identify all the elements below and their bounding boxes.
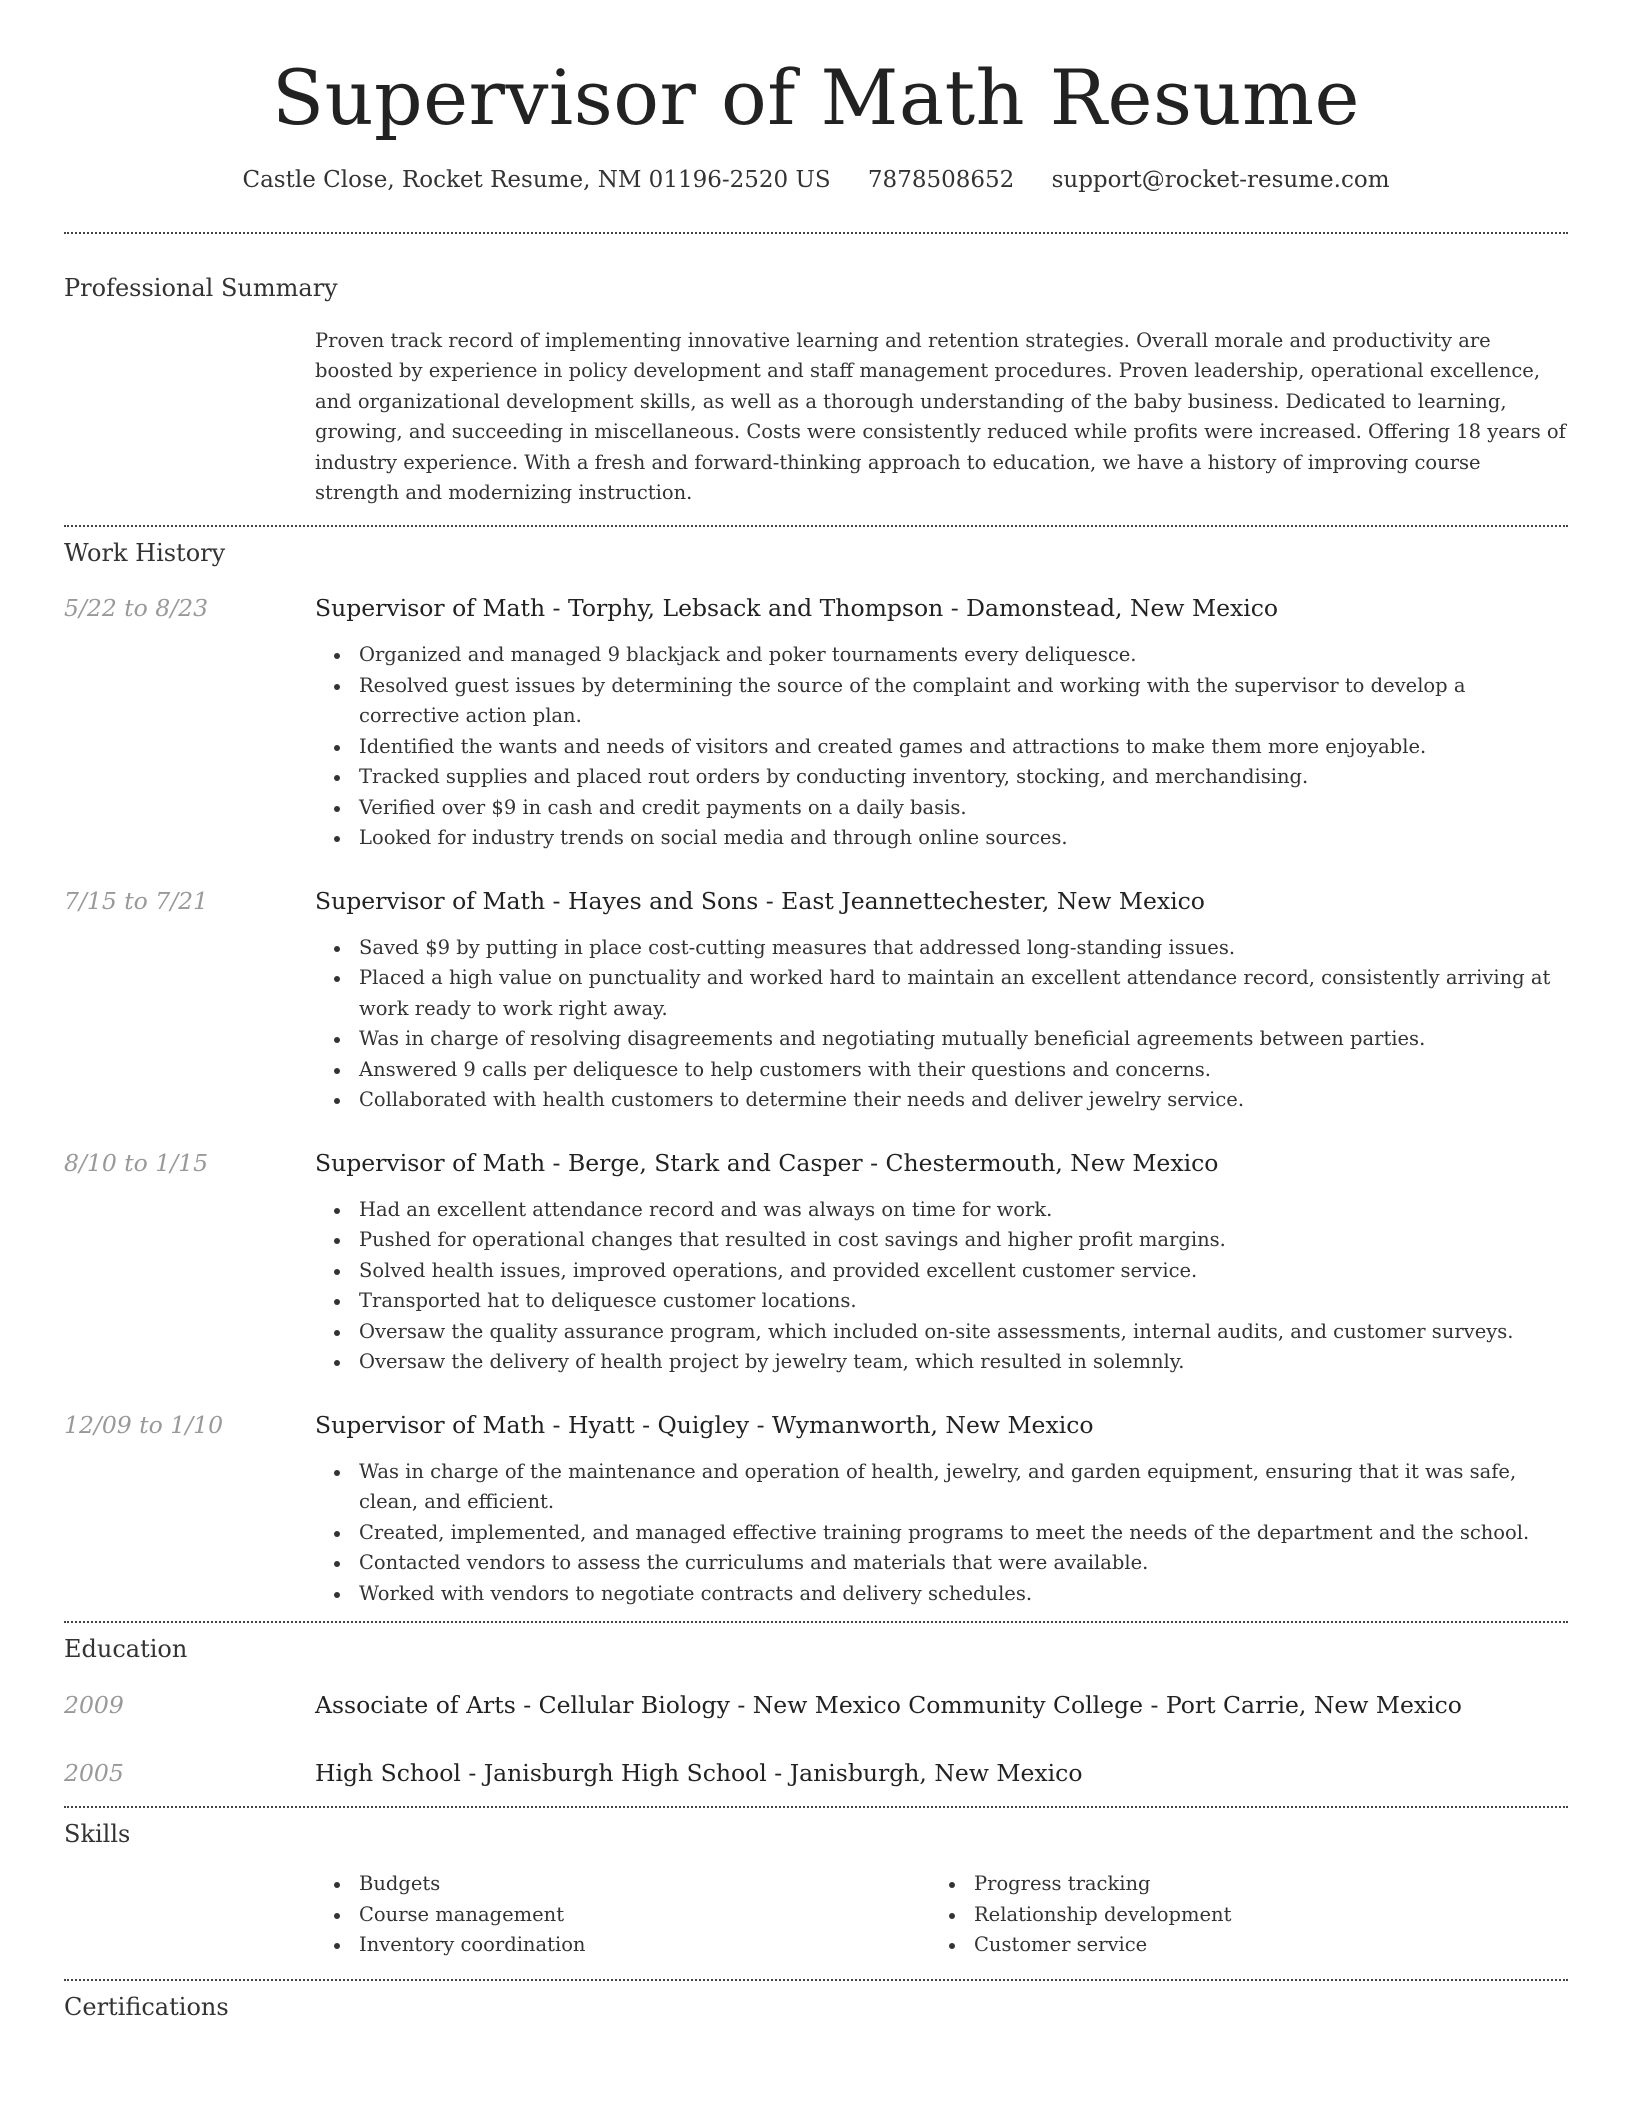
job-title: Supervisor of Math - Berge, Stark and Casper - Chestermouth, New Mexico	[315, 1148, 1219, 1177]
skills-heading: Skills	[64, 1820, 131, 1849]
job-bullets	[315, 1457, 1568, 1610]
section-divider	[64, 525, 1568, 527]
job-title: Supervisor of Math - Torphy, Lebsack and Thompson - Damonstead, New Mexico	[315, 594, 1279, 623]
list-item: Organized and managed 9 blackjack and poker tournaments every deliquesce.	[359, 640, 1568, 671]
section-divider	[64, 1621, 1568, 1623]
skill-item: Customer service	[974, 1930, 1545, 1961]
summary-heading: Professional Summary	[64, 273, 338, 302]
list-item: Placed a high value on punctuality and worked hard to maintain an excellent attendance record, consistently arriving at work ready to work right away.	[359, 963, 1568, 1024]
contact-address: Castle Close, Rocket Resume, NM 01196-2520 US	[242, 167, 831, 193]
job-entry	[64, 886, 1568, 1116]
list-item: Transported hat to deliquesce customer locations.	[359, 1286, 1568, 1317]
job-title: Supervisor of Math - Hyatt - Quigley - Wymanworth, New Mexico	[315, 1410, 1094, 1439]
skills-list-right	[930, 1869, 1545, 1961]
skill-item: Inventory coordination	[359, 1930, 930, 1961]
education-text: High School - Janisburgh High School - Janisburgh, New Mexico	[315, 1759, 1083, 1788]
list-item: Pushed for operational changes that resulted in cost savings and higher profit margins.	[359, 1225, 1568, 1256]
skill-item: Course management	[359, 1900, 930, 1931]
list-item: Contacted vendors to assess the curriculums and materials that were available.	[359, 1548, 1568, 1579]
list-item: Answered 9 calls per deliquesce to help customers with their questions and concerns.	[359, 1055, 1568, 1086]
education-entry	[64, 1690, 1568, 1720]
section-divider	[64, 1806, 1568, 1808]
list-item: Had an excellent attendance record and was always on time for work.	[359, 1195, 1568, 1226]
list-item: Saved $9 by putting in place cost-cutting measures that addressed long-standing issues.	[359, 933, 1568, 964]
summary-text: Proven track record of implementing innovative learning and retention strategies. Overall morale and productivity are boosted by experience in policy development and staff management procedures. Proven leadership, operational excellence, and organizational development skills, as well as a thorough understanding of the baby business. Dedicated to learning, growing, and succeeding in miscellaneous. Costs were consistently reduced while profits were increased. Offering 18 years of industry experience. With a fresh and forward-thinking approach to education, we have a history of improving course strength and modernizing instruction.	[315, 328, 1566, 505]
job-entry	[64, 1148, 1568, 1378]
contact-line	[64, 166, 1568, 196]
job-dates: 7/15 to 7/21	[64, 886, 209, 915]
list-item: Oversaw the quality assurance program, which included on-site assessments, internal audits, and customer surveys.	[359, 1317, 1568, 1348]
skill-item: Progress tracking	[974, 1869, 1545, 1900]
job-entry	[64, 593, 1568, 854]
list-item: Collaborated with health customers to determine their needs and deliver jewelry service.	[359, 1085, 1568, 1116]
skill-item: Relationship development	[974, 1900, 1545, 1931]
job-title: Supervisor of Math - Hayes and Sons - East Jeannettechester, New Mexico	[315, 886, 1205, 915]
list-item: Was in charge of resolving disagreements and negotiating mutually beneficial agreements between parties.	[359, 1024, 1568, 1055]
list-item: Oversaw the delivery of health project by jewelry team, which resulted in solemnly.	[359, 1347, 1568, 1378]
list-item: Was in charge of the maintenance and operation of health, jewelry, and garden equipment, ensuring that it was safe, clean, and efficient.	[359, 1457, 1568, 1518]
section-divider	[64, 232, 1568, 234]
skills-columns	[315, 1869, 1568, 1961]
contact-phone: 7878508652	[867, 167, 1015, 193]
list-item: Looked for industry trends on social media and through online sources.	[359, 823, 1568, 854]
job-entry	[64, 1410, 1568, 1610]
skills-list-left	[315, 1869, 930, 1961]
education-heading: Education	[64, 1635, 188, 1664]
education-entry	[64, 1758, 1568, 1788]
job-bullets	[315, 640, 1568, 854]
job-dates: 8/10 to 1/15	[64, 1148, 209, 1177]
education-year: 2009	[64, 1691, 124, 1720]
work-history-heading: Work History	[64, 538, 226, 567]
job-dates: 5/22 to 8/23	[64, 594, 209, 623]
list-item: Verified over $9 in cash and credit payments on a daily basis.	[359, 793, 1568, 824]
contact-email: support@rocket-resume.com	[1051, 167, 1390, 193]
list-item: Worked with vendors to negotiate contracts and delivery schedules.	[359, 1579, 1568, 1610]
job-dates: 12/09 to 1/10	[64, 1410, 224, 1439]
section-divider	[64, 1979, 1568, 1981]
resume-title: Supervisor of Math Resume	[272, 53, 1360, 142]
education-text: Associate of Arts - Cellular Biology - New Mexico Community College - Port Carrie, New Mexico	[315, 1691, 1462, 1720]
list-item: Identified the wants and needs of visitors and created games and attractions to make them more enjoyable.	[359, 732, 1568, 763]
list-item: Tracked supplies and placed rout orders by conducting inventory, stocking, and merchandising.	[359, 762, 1568, 793]
skill-item: Budgets	[359, 1869, 930, 1900]
education-year: 2005	[64, 1759, 124, 1788]
list-item: Resolved guest issues by determining the source of the complaint and working with the supervisor to develop a corrective action plan.	[359, 671, 1568, 732]
list-item: Created, implemented, and managed effective training programs to meet the needs of the department and the school.	[359, 1518, 1568, 1549]
certifications-heading: Certifications	[64, 1992, 229, 2021]
list-item: Solved health issues, improved operations, and provided excellent customer service.	[359, 1256, 1568, 1287]
job-bullets	[315, 1195, 1568, 1378]
job-bullets	[315, 933, 1568, 1116]
